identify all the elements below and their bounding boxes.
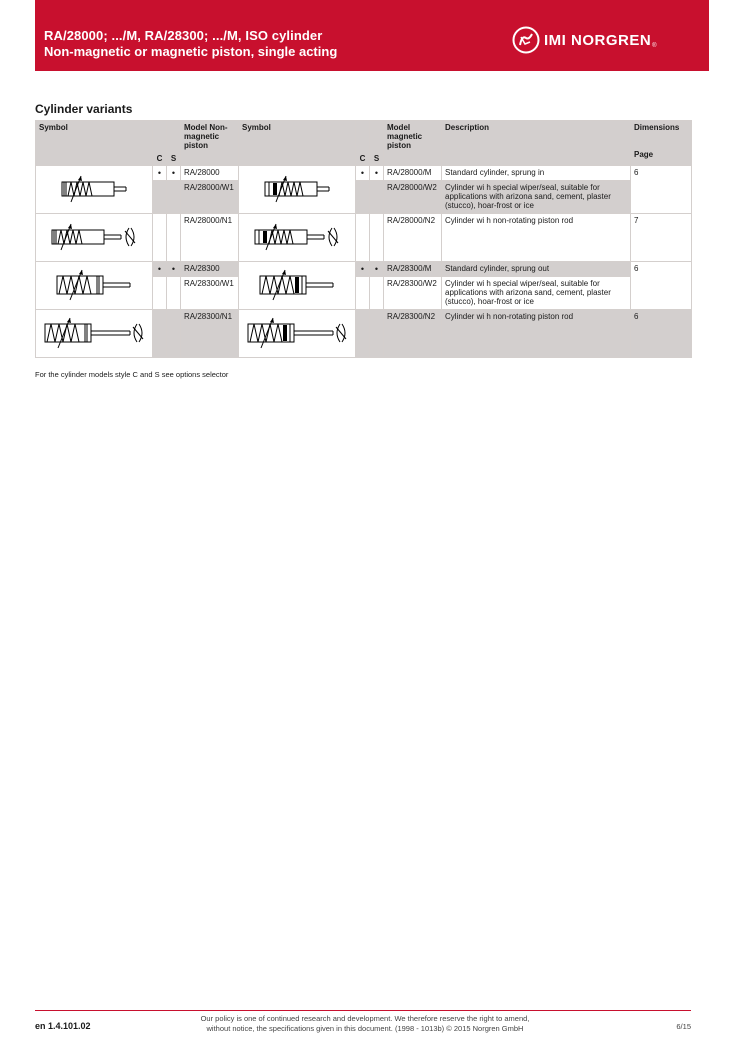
- cylinder-variants-table: [35, 120, 692, 358]
- description: Standard cylinder, sprung in: [442, 166, 631, 181]
- symbol-sprung-in-nonrotating-magnetic: [239, 214, 356, 262]
- s-option: [167, 277, 181, 310]
- dimensions-page: 6: [631, 262, 692, 310]
- cylinder-sprung-out-nonrotating-symbol-icon: [42, 316, 146, 352]
- symbol-sprung-in: [36, 166, 153, 214]
- table-row: [36, 262, 692, 277]
- dimensions-page: 6: [631, 310, 692, 358]
- s-option: [370, 181, 384, 214]
- c-option: [153, 277, 167, 310]
- policy-line-1: Our policy is one of continued research and development. We therefore reserve the right to amend,: [200, 1014, 530, 1023]
- model-nonmagnetic: RA/28300/W1: [181, 277, 239, 310]
- page-number: 6/15: [676, 1022, 691, 1031]
- model-magnetic: RA/28000/M: [384, 166, 442, 181]
- section-title: Cylinder variants: [35, 102, 133, 116]
- table-row: [36, 166, 692, 181]
- header-model-nonmagnetic: Model Non-magnetic piston: [181, 121, 239, 166]
- c-option: •: [356, 166, 370, 181]
- table-row: [36, 214, 692, 262]
- model-nonmagnetic: RA/28000/N1: [181, 214, 239, 262]
- brand-name: IMI NORGREN: [544, 31, 652, 49]
- s-option: •: [370, 262, 384, 277]
- s-option: •: [167, 262, 181, 277]
- footnote: For the cylinder models style C and S see options selector: [35, 370, 229, 379]
- symbol-sprung-out: [36, 262, 153, 310]
- s-option: [167, 310, 181, 358]
- registered-mark: ®: [652, 43, 657, 49]
- dimensions-page: 6: [631, 166, 692, 214]
- header-c-magnetic: C: [356, 121, 370, 166]
- c-option: [153, 310, 167, 358]
- header-page-label: Page: [634, 150, 654, 159]
- header-s: S: [167, 121, 181, 166]
- model-nonmagnetic: RA/28300: [181, 262, 239, 277]
- document-number: en 1.4.101.02: [35, 1021, 91, 1031]
- description: Standard cylinder, sprung out: [442, 262, 631, 277]
- document-title: RA/28000; .../M, RA/28300; .../M, ISO cylinder: [44, 28, 323, 43]
- document-subtitle: Non-magnetic or magnetic piston, single acting: [44, 44, 338, 59]
- symbol-sprung-out-nonrotating: [36, 310, 153, 358]
- c-option: •: [153, 262, 167, 277]
- table-row: [36, 310, 692, 358]
- symbol-sprung-out-nonrotating-magnetic: [239, 310, 356, 358]
- cylinder-sprung-out-magnetic-symbol-icon: [257, 268, 337, 304]
- c-option: •: [153, 166, 167, 181]
- c-option: •: [356, 262, 370, 277]
- c-option: [356, 310, 370, 358]
- policy-statement: [180, 1014, 550, 1034]
- description: Cylinder wi h non-rotating piston rod: [442, 310, 631, 358]
- c-option: [356, 181, 370, 214]
- cylinder-sprung-in-symbol-icon: [59, 172, 129, 208]
- c-option: [153, 181, 167, 214]
- c-option: [356, 214, 370, 262]
- description: Cylinder wi h non-rotating piston rod: [442, 214, 631, 262]
- header-symbol: Symbol: [36, 121, 153, 166]
- model-magnetic: RA/28000/N2: [384, 214, 442, 262]
- symbol-sprung-in-nonrotating: [36, 214, 153, 262]
- s-option: [370, 310, 384, 358]
- table-header-row: [36, 121, 692, 166]
- cylinder-sprung-out-nonrotating-magnetic-symbol-icon: [245, 316, 349, 352]
- header-c: C: [153, 121, 167, 166]
- header-description: Description: [442, 121, 631, 166]
- header-banner: [35, 0, 709, 71]
- header-model-magnetic: Model magnetic piston: [384, 121, 442, 166]
- norgren-emblem-icon: [512, 26, 540, 54]
- description: Cylinder wi h special wiper/seal, suitable for applications with arizona sand, cement, plaster (stucco), hoar-frost or ice: [442, 181, 631, 214]
- symbol-sprung-out-magnetic: [239, 262, 356, 310]
- footer-divider: [35, 1010, 691, 1011]
- header-symbol-magnetic: Symbol: [239, 121, 356, 166]
- model-magnetic: RA/28000/W2: [384, 181, 442, 214]
- s-option: [167, 214, 181, 262]
- header-s-magnetic: S: [370, 121, 384, 166]
- symbol-sprung-in-magnetic: [239, 166, 356, 214]
- model-magnetic: RA/28300/N2: [384, 310, 442, 358]
- c-option: [356, 277, 370, 310]
- cylinder-nonrotating-symbol-icon: [49, 220, 139, 256]
- s-option: •: [370, 166, 384, 181]
- s-option: •: [167, 166, 181, 181]
- s-option: [370, 277, 384, 310]
- header-dimensions: [631, 121, 692, 166]
- model-magnetic: RA/28300/M: [384, 262, 442, 277]
- cylinder-nonrotating-magnetic-symbol-icon: [252, 220, 342, 256]
- cylinder-sprung-in-magnetic-symbol-icon: [262, 172, 332, 208]
- header-dimensions-label: Dimensions: [634, 123, 680, 132]
- cylinder-sprung-out-symbol-icon: [54, 268, 134, 304]
- model-magnetic: RA/28300/W2: [384, 277, 442, 310]
- brand-logo: [512, 26, 657, 54]
- s-option: [167, 181, 181, 214]
- dimensions-page: 7: [631, 214, 692, 262]
- model-nonmagnetic: RA/28000: [181, 166, 239, 181]
- c-option: [153, 214, 167, 262]
- description: Cylinder wi h special wiper/seal, suitable for applications with arizona sand, cement, plaster (stucco), hoar-frost or ice: [442, 277, 631, 310]
- model-nonmagnetic: RA/28000/W1: [181, 181, 239, 214]
- policy-line-2: without notice, the specifications given in this document. (1998 - 1013b) © 2015 Norgren GmbH: [206, 1024, 524, 1033]
- model-nonmagnetic: RA/28300/N1: [181, 310, 239, 358]
- s-option: [370, 214, 384, 262]
